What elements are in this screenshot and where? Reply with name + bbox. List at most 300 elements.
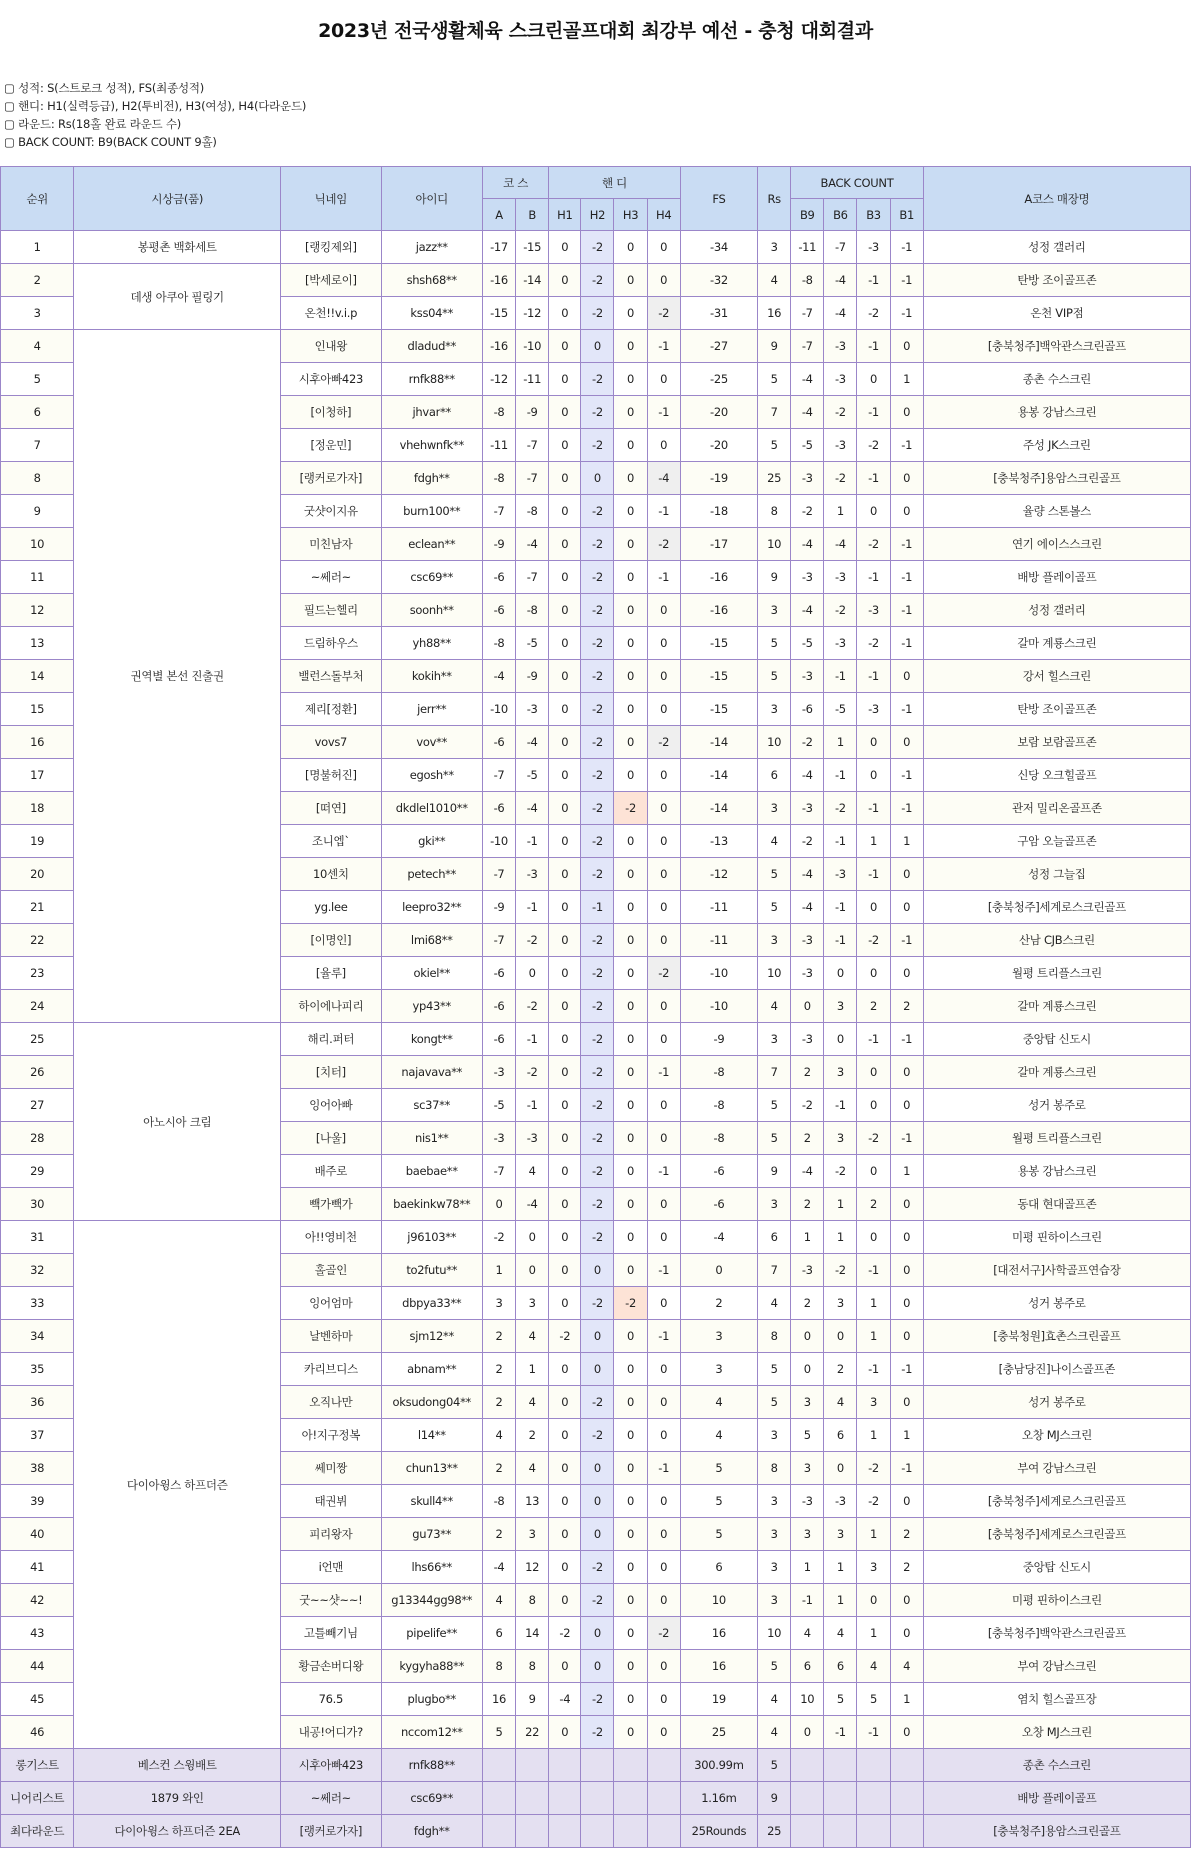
cell-b3: 5 <box>857 1683 890 1716</box>
cell-empty <box>581 1749 614 1782</box>
cell-course-b: 1 <box>516 1353 549 1386</box>
cell-fs: -14 <box>680 792 757 825</box>
cell-course-b: -5 <box>516 759 549 792</box>
cell-b1: 1 <box>890 1419 923 1452</box>
cell-rs: 4 <box>758 264 791 297</box>
cell-course-b: -1 <box>516 891 549 924</box>
cell-h2: -2 <box>581 990 614 1023</box>
cell-id: vov** <box>381 726 482 759</box>
cell-rs: 5 <box>758 1749 791 1782</box>
cell-b1: 0 <box>890 462 923 495</box>
cell-course-a: -7 <box>482 495 515 528</box>
cell-b6: -2 <box>824 462 857 495</box>
cell-h4: 0 <box>647 1584 680 1617</box>
cell-b6: 4 <box>824 1617 857 1650</box>
cell-fs: -13 <box>680 825 757 858</box>
cell-b1: 0 <box>890 1254 923 1287</box>
cell-nickname: 10센치 <box>281 858 381 891</box>
cell-course-b: -3 <box>516 858 549 891</box>
cell-course-b: -4 <box>516 792 549 825</box>
cell-id: najavava** <box>381 1056 482 1089</box>
cell-nickname: ~쎄러~ <box>281 1782 381 1815</box>
cell-h2: 0 <box>581 330 614 363</box>
cell-store: [충북청원]효촌스크린골프 <box>923 1320 1190 1353</box>
cell-b3: -1 <box>857 660 890 693</box>
cell-course-a: -6 <box>482 561 515 594</box>
cell-course-b: -2 <box>516 924 549 957</box>
cell-h1: 0 <box>549 1287 581 1320</box>
cell-fs: 5 <box>680 1452 757 1485</box>
cell-nickname: [명불허진] <box>281 759 381 792</box>
cell-b6: 0 <box>824 1023 857 1056</box>
cell-course-b: 8 <box>516 1650 549 1683</box>
cell-nickname: 잉어아빠 <box>281 1089 381 1122</box>
cell-id: chun13** <box>381 1452 482 1485</box>
cell-nickname: 굿샷이지유 <box>281 495 381 528</box>
cell-rs: 9 <box>758 1782 791 1815</box>
cell-rs: 7 <box>758 1254 791 1287</box>
cell-h2: -2 <box>581 825 614 858</box>
cell-nickname: 내공!어디가? <box>281 1716 381 1749</box>
cell-b9: -3 <box>791 1254 824 1287</box>
cell-h2: -2 <box>581 924 614 957</box>
cell-b9: -3 <box>791 924 824 957</box>
cell-course-b: 3 <box>516 1287 549 1320</box>
cell-id: g13344gg98** <box>381 1584 482 1617</box>
cell-b1: 0 <box>890 1485 923 1518</box>
cell-fs: -12 <box>680 858 757 891</box>
cell-course-a: -7 <box>482 1155 515 1188</box>
cell-b6: -1 <box>824 759 857 792</box>
cell-nickname: 온천!!v.i.p <box>281 297 381 330</box>
cell-h4: 0 <box>647 1551 680 1584</box>
cell-b6: -3 <box>824 330 857 363</box>
cell-course-a: -11 <box>482 429 515 462</box>
cell-course-a: -3 <box>482 1056 515 1089</box>
cell-fs: 6 <box>680 1551 757 1584</box>
cell-id: jerr** <box>381 693 482 726</box>
cell-course-b: -7 <box>516 429 549 462</box>
cell-h4: 0 <box>647 825 680 858</box>
cell-b9: -3 <box>791 957 824 990</box>
cell-rank: 13 <box>1 627 74 660</box>
cell-fs: 5 <box>680 1485 757 1518</box>
cell-empty <box>549 1815 581 1848</box>
cell-rs: 3 <box>758 924 791 957</box>
cell-course-b: -4 <box>516 726 549 759</box>
cell-prize-group: 데생 아쿠아 필링기 <box>74 264 281 330</box>
cell-fs: -8 <box>680 1089 757 1122</box>
cell-store: 염치 힐스골프장 <box>923 1683 1190 1716</box>
cell-rank: 5 <box>1 363 74 396</box>
cell-empty <box>549 1749 581 1782</box>
legend-score: ▢ 성적: S(스트로크 성적), FS(최종성적) <box>4 81 205 95</box>
cell-b6: 2 <box>824 1353 857 1386</box>
cell-rs: 5 <box>758 858 791 891</box>
cell-h1: 0 <box>549 990 581 1023</box>
cell-h4: 0 <box>647 858 680 891</box>
cell-id: fdgh** <box>381 1815 482 1848</box>
legend <box>4 79 306 151</box>
cell-b9: 0 <box>791 990 824 1023</box>
cell-b3: 0 <box>857 759 890 792</box>
cell-h4: -1 <box>647 495 680 528</box>
cell-h4: 0 <box>647 1485 680 1518</box>
cell-h3: -2 <box>614 1287 647 1320</box>
cell-b1: 0 <box>890 1584 923 1617</box>
cell-course-a: -16 <box>482 264 515 297</box>
cell-b6: 6 <box>824 1650 857 1683</box>
cell-id: okiel** <box>381 957 482 990</box>
cell-b3: -3 <box>857 231 890 264</box>
cell-nickname: 시후아빠423 <box>281 1749 381 1782</box>
cell-h2: 0 <box>581 1452 614 1485</box>
cell-b9: -7 <box>791 297 824 330</box>
cell-store: 성거 봉주로 <box>923 1386 1190 1419</box>
cell-h3: -2 <box>614 792 647 825</box>
cell-h3: 0 <box>614 1221 647 1254</box>
cell-b3: -2 <box>857 627 890 660</box>
cell-rank: 12 <box>1 594 74 627</box>
cell-h1: 0 <box>549 528 581 561</box>
cell-h4: 0 <box>647 1716 680 1749</box>
cell-b9: 3 <box>791 1386 824 1419</box>
cell-h4: 0 <box>647 231 680 264</box>
cell-store: [대전서구]사학골프연습장 <box>923 1254 1190 1287</box>
cell-b1: -1 <box>890 528 923 561</box>
cell-h2: -2 <box>581 396 614 429</box>
cell-nickname: 미친남자 <box>281 528 381 561</box>
cell-fs: -31 <box>680 297 757 330</box>
cell-course-b: -7 <box>516 561 549 594</box>
cell-b9: 2 <box>791 1122 824 1155</box>
cell-course-b: 2 <box>516 1419 549 1452</box>
cell-course-a: 1 <box>482 1254 515 1287</box>
cell-award-prize: 다이아윙스 하프더즌 2EA <box>74 1815 281 1848</box>
cell-store: 율량 스톤볼스 <box>923 495 1190 528</box>
cell-h4: -2 <box>647 297 680 330</box>
cell-course-b: -1 <box>516 825 549 858</box>
cell-course-b: -3 <box>516 1122 549 1155</box>
cell-rs: 3 <box>758 231 791 264</box>
cell-b9: -3 <box>791 462 824 495</box>
cell-store: 성정 갤러리 <box>923 231 1190 264</box>
cell-fs: -11 <box>680 924 757 957</box>
cell-b1: 0 <box>890 858 923 891</box>
cell-course-b: 4 <box>516 1155 549 1188</box>
cell-b9: -11 <box>791 231 824 264</box>
cell-award-name: 최다라운드 <box>1 1815 74 1848</box>
cell-b9: -3 <box>791 1485 824 1518</box>
cell-rank: 41 <box>1 1551 74 1584</box>
cell-id: fdgh** <box>381 462 482 495</box>
cell-id: petech** <box>381 858 482 891</box>
cell-b1: 0 <box>890 1056 923 1089</box>
cell-rank: 3 <box>1 297 74 330</box>
cell-course-b: -9 <box>516 660 549 693</box>
cell-rank: 44 <box>1 1650 74 1683</box>
cell-store: 용봉 강남스크린 <box>923 1155 1190 1188</box>
cell-rank: 7 <box>1 429 74 462</box>
cell-course-a: -6 <box>482 957 515 990</box>
cell-rs: 9 <box>758 1155 791 1188</box>
cell-id: gu73** <box>381 1518 482 1551</box>
cell-h2: -2 <box>581 1287 614 1320</box>
cell-fs: -19 <box>680 462 757 495</box>
cell-h4: -1 <box>647 330 680 363</box>
cell-h2: -2 <box>581 627 614 660</box>
cell-course-b: 0 <box>516 1221 549 1254</box>
cell-h3: 0 <box>614 1452 647 1485</box>
cell-id: egosh** <box>381 759 482 792</box>
cell-rs: 6 <box>758 1221 791 1254</box>
cell-h4: 0 <box>647 924 680 957</box>
cell-nickname: i언맨 <box>281 1551 381 1584</box>
cell-award-name: 롱기스트 <box>1 1749 74 1782</box>
cell-course-a: 8 <box>482 1650 515 1683</box>
cell-b9: -2 <box>791 1089 824 1122</box>
cell-h2: 0 <box>581 1320 614 1353</box>
cell-b1: 1 <box>890 825 923 858</box>
cell-rank: 10 <box>1 528 74 561</box>
cell-id: lhs66** <box>381 1551 482 1584</box>
cell-b6: -2 <box>824 396 857 429</box>
cell-rank: 29 <box>1 1155 74 1188</box>
cell-b1: 2 <box>890 1551 923 1584</box>
legend-rounds: ▢ 라운드: Rs(18홀 완료 라운드 수) <box>4 117 182 131</box>
cell-fs: -18 <box>680 495 757 528</box>
cell-rank: 11 <box>1 561 74 594</box>
cell-h3: 0 <box>614 396 647 429</box>
cell-id: sc37** <box>381 1089 482 1122</box>
cell-fs: 19 <box>680 1683 757 1716</box>
cell-b1: 0 <box>890 660 923 693</box>
cell-course-b: -8 <box>516 594 549 627</box>
cell-id: kygyha88** <box>381 1650 482 1683</box>
cell-id: burn100** <box>381 495 482 528</box>
table-header <box>1 167 1191 231</box>
cell-prize-group: 봉평촌 백화세트 <box>74 231 281 264</box>
cell-course-b: -11 <box>516 363 549 396</box>
cell-h2: -2 <box>581 495 614 528</box>
cell-b3: -1 <box>857 396 890 429</box>
cell-fs: -6 <box>680 1155 757 1188</box>
cell-nickname: ~쎄러~ <box>281 561 381 594</box>
cell-course-b: 4 <box>516 1452 549 1485</box>
cell-b9: -4 <box>791 759 824 792</box>
cell-course-a: -6 <box>482 990 515 1023</box>
cell-course-a: 6 <box>482 1617 515 1650</box>
cell-course-a: -10 <box>482 825 515 858</box>
cell-store: [충북청주]세계로스크린골프 <box>923 891 1190 924</box>
cell-h2: 0 <box>581 1617 614 1650</box>
cell-b6: -3 <box>824 363 857 396</box>
cell-nickname: [랭커로가자] <box>281 462 381 495</box>
cell-b3: 2 <box>857 1188 890 1221</box>
cell-id: kss04** <box>381 297 482 330</box>
page-title: 2023년 전국생활체육 스크린골프대회 최강부 예선 - 충청 대회결과 <box>318 20 873 42</box>
cell-course-a: 4 <box>482 1584 515 1617</box>
cell-h4: 0 <box>647 1122 680 1155</box>
cell-course-a: 16 <box>482 1683 515 1716</box>
table-row <box>1 1023 1191 1056</box>
cell-store: 중앙탑 신도시 <box>923 1551 1190 1584</box>
cell-h4: 0 <box>647 1683 680 1716</box>
cell-b9: -4 <box>791 528 824 561</box>
cell-course-b: -14 <box>516 264 549 297</box>
cell-prize-group: 권역별 본선 진출권 <box>74 330 281 1023</box>
cell-h3: 0 <box>614 297 647 330</box>
cell-h2: -2 <box>581 1188 614 1221</box>
cell-h2: -2 <box>581 693 614 726</box>
cell-b9: -4 <box>791 594 824 627</box>
cell-course-b: -12 <box>516 297 549 330</box>
col-h4: H4 <box>647 199 680 231</box>
cell-fs: -9 <box>680 1023 757 1056</box>
cell-h2: 0 <box>581 1518 614 1551</box>
cell-id: dkdlel1010** <box>381 792 482 825</box>
cell-b3: 1 <box>857 825 890 858</box>
cell-b6: 6 <box>824 1419 857 1452</box>
cell-rs: 5 <box>758 891 791 924</box>
cell-id: leepro32** <box>381 891 482 924</box>
cell-course-b: 13 <box>516 1485 549 1518</box>
cell-b3: 0 <box>857 1089 890 1122</box>
cell-h4: 0 <box>647 627 680 660</box>
cell-h3: 0 <box>614 594 647 627</box>
cell-h4: 0 <box>647 891 680 924</box>
cell-store: 연기 에이스스크린 <box>923 528 1190 561</box>
cell-b6: 0 <box>824 957 857 990</box>
cell-id: dladud** <box>381 330 482 363</box>
cell-h3: 0 <box>614 1419 647 1452</box>
cell-nickname: 오직나만 <box>281 1386 381 1419</box>
award-row <box>1 1815 1191 1848</box>
cell-b3: 0 <box>857 891 890 924</box>
cell-rank: 45 <box>1 1683 74 1716</box>
cell-rank: 15 <box>1 693 74 726</box>
cell-h2: -2 <box>581 957 614 990</box>
table-row <box>1 231 1191 264</box>
cell-h4: -1 <box>647 1254 680 1287</box>
cell-empty <box>516 1782 549 1815</box>
cell-fs: 16 <box>680 1650 757 1683</box>
cell-b1: 0 <box>890 1287 923 1320</box>
cell-b6: -4 <box>824 264 857 297</box>
cell-h2: 0 <box>581 1353 614 1386</box>
cell-b9: -5 <box>791 429 824 462</box>
cell-rank: 42 <box>1 1584 74 1617</box>
cell-rank: 17 <box>1 759 74 792</box>
cell-store: 성정 갤러리 <box>923 594 1190 627</box>
cell-h3: 0 <box>614 1584 647 1617</box>
cell-empty <box>516 1815 549 1848</box>
cell-b6: -2 <box>824 1155 857 1188</box>
cell-award-prize: 베스컨 스윙배트 <box>74 1749 281 1782</box>
cell-h1: -2 <box>549 1320 581 1353</box>
cell-award-value: 300.99m <box>680 1749 757 1782</box>
cell-h2: -2 <box>581 528 614 561</box>
cell-id: l14** <box>381 1419 482 1452</box>
cell-nickname: [정운민] <box>281 429 381 462</box>
cell-b9: -2 <box>791 495 824 528</box>
cell-b9: 0 <box>791 1320 824 1353</box>
cell-fs: -17 <box>680 528 757 561</box>
cell-h3: 0 <box>614 858 647 891</box>
col-b1: B1 <box>890 199 923 231</box>
cell-h4: 0 <box>647 759 680 792</box>
cell-b3: 0 <box>857 1584 890 1617</box>
cell-store: 강서 힐스크린 <box>923 660 1190 693</box>
cell-store: 주성 JK스크린 <box>923 429 1190 462</box>
cell-course-a: -15 <box>482 297 515 330</box>
cell-b1: 2 <box>890 1518 923 1551</box>
cell-store: 월평 트리플스크린 <box>923 957 1190 990</box>
cell-rs: 7 <box>758 1056 791 1089</box>
cell-id: gki** <box>381 825 482 858</box>
cell-b3: -1 <box>857 561 890 594</box>
col-backcount: BACK COUNT <box>791 167 924 199</box>
table-body <box>1 231 1191 1848</box>
cell-h2: -2 <box>581 1683 614 1716</box>
cell-b1: 0 <box>890 396 923 429</box>
cell-b3: -1 <box>857 330 890 363</box>
cell-rs: 5 <box>758 1386 791 1419</box>
cell-nickname: [랭킹제외] <box>281 231 381 264</box>
cell-course-a: 2 <box>482 1320 515 1353</box>
cell-store: [충북청주]백악관스크린골프 <box>923 1617 1190 1650</box>
cell-fs: -8 <box>680 1122 757 1155</box>
cell-rank: 1 <box>1 231 74 264</box>
cell-b9: -4 <box>791 363 824 396</box>
cell-h1: 0 <box>549 1254 581 1287</box>
cell-h1: 0 <box>549 1155 581 1188</box>
cell-h1: 0 <box>549 363 581 396</box>
cell-h1: 0 <box>549 1089 581 1122</box>
cell-h3: 0 <box>614 231 647 264</box>
results-table <box>0 166 1191 1848</box>
col-b: B <box>516 199 549 231</box>
cell-h1: 0 <box>549 1386 581 1419</box>
cell-id: oksudong04** <box>381 1386 482 1419</box>
cell-h4: -1 <box>647 396 680 429</box>
cell-course-b: -2 <box>516 990 549 1023</box>
cell-b9: 10 <box>791 1683 824 1716</box>
cell-b1: 0 <box>890 495 923 528</box>
cell-course-b: -3 <box>516 693 549 726</box>
cell-store: 오창 MJ스크린 <box>923 1716 1190 1749</box>
cell-h3: 0 <box>614 1254 647 1287</box>
cell-h3: 0 <box>614 495 647 528</box>
cell-empty <box>647 1749 680 1782</box>
cell-store: 종촌 수스크린 <box>923 363 1190 396</box>
cell-b3: 0 <box>857 363 890 396</box>
cell-fs: -15 <box>680 627 757 660</box>
cell-store: [충북청주]용암스크린골프 <box>923 1815 1190 1848</box>
cell-store: 성정 그늘집 <box>923 858 1190 891</box>
cell-nickname: 홀골인 <box>281 1254 381 1287</box>
cell-h3: 0 <box>614 429 647 462</box>
cell-h1: 0 <box>549 891 581 924</box>
cell-rank: 23 <box>1 957 74 990</box>
cell-b3: 1 <box>857 1617 890 1650</box>
cell-b3: 3 <box>857 1386 890 1419</box>
cell-empty <box>482 1749 515 1782</box>
cell-b3: -1 <box>857 1716 890 1749</box>
cell-h1: 0 <box>549 594 581 627</box>
cell-b9: -8 <box>791 264 824 297</box>
cell-h2: -2 <box>581 1122 614 1155</box>
